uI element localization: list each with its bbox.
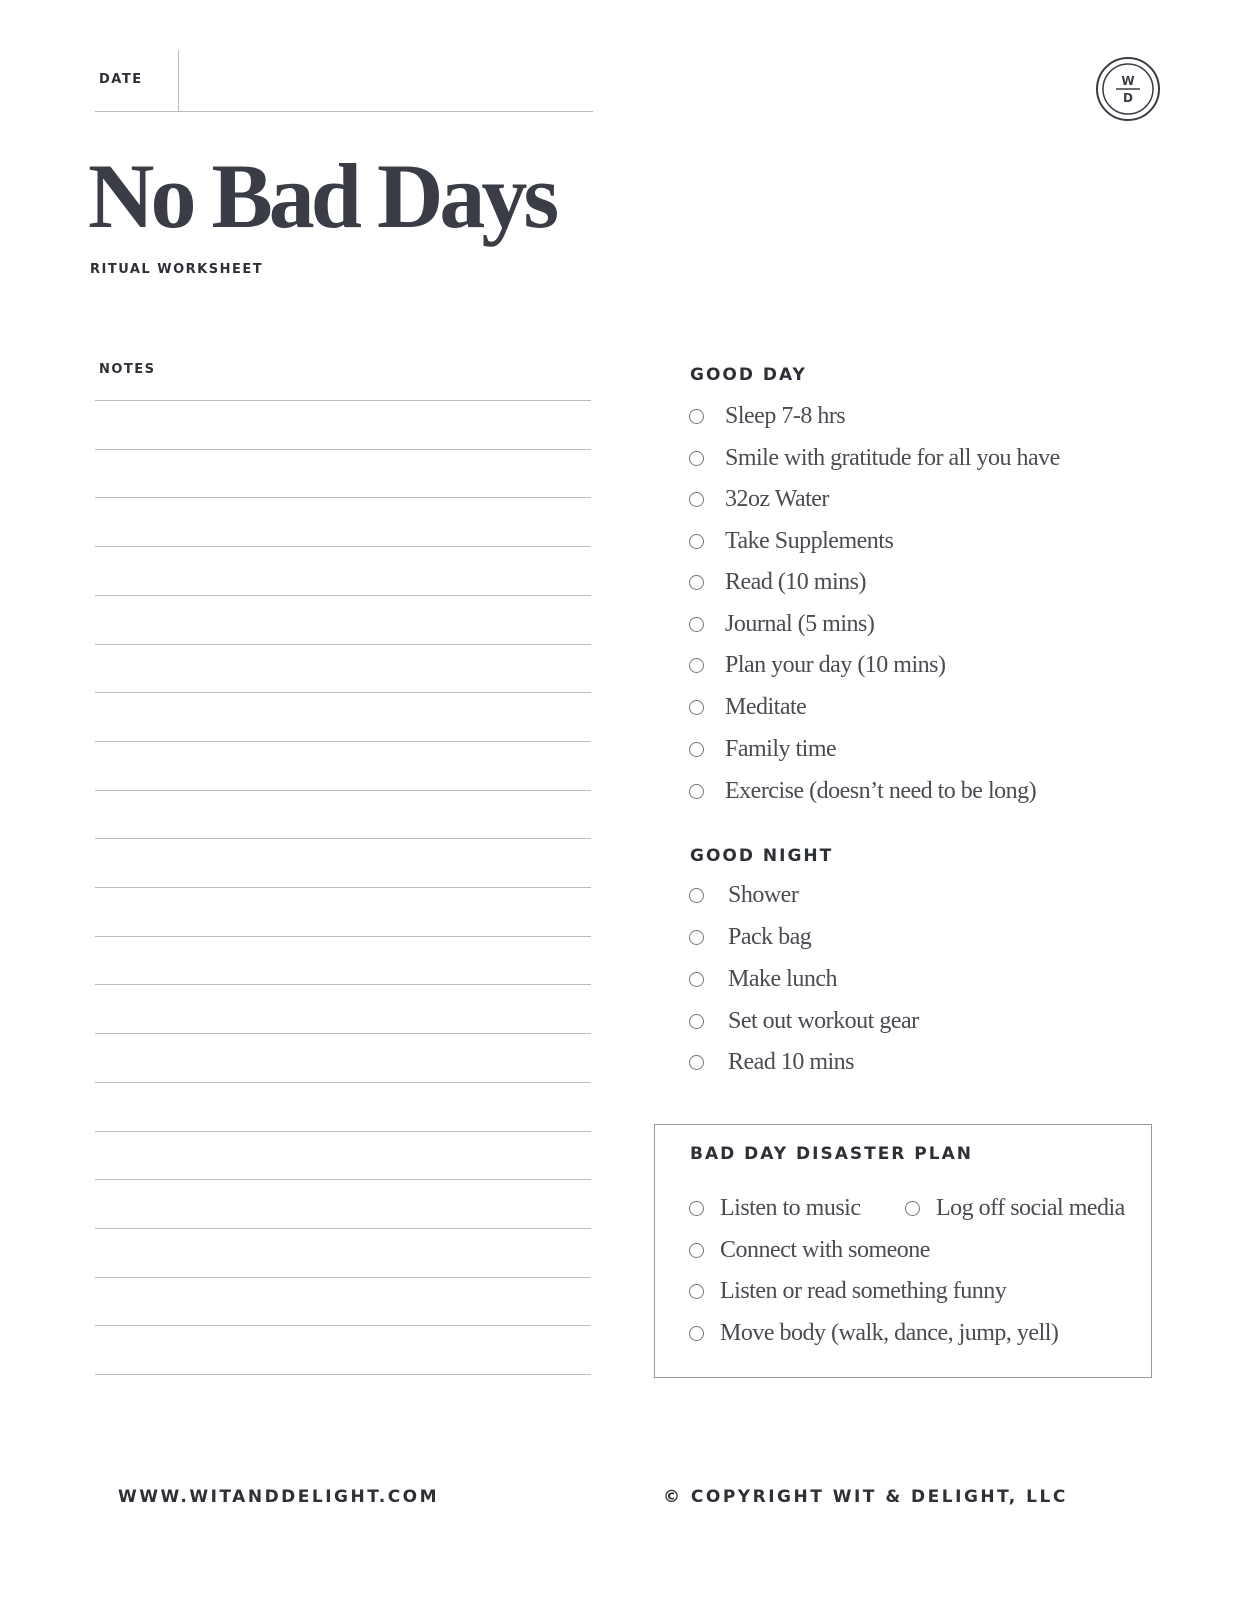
checklist-item[interactable] xyxy=(689,484,829,514)
checklist-item[interactable] xyxy=(689,650,945,680)
checklist-item[interactable] xyxy=(689,1235,930,1265)
checkbox-circle-icon[interactable] xyxy=(689,1243,704,1258)
notes-line[interactable] xyxy=(95,644,591,645)
checklist-item[interactable] xyxy=(689,1006,919,1036)
checkbox-circle-icon[interactable] xyxy=(689,930,704,945)
notes-line[interactable] xyxy=(95,741,591,742)
notes-line[interactable] xyxy=(95,1033,591,1034)
page-subtitle: RITUAL WORKSHEET xyxy=(90,262,264,277)
checklist-item[interactable] xyxy=(689,443,1060,473)
checklist-item-label: Sleep 7-8 hrs xyxy=(725,403,846,429)
checklist-item-label: Meditate xyxy=(725,694,807,720)
checklist-item-label: Family time xyxy=(725,736,837,762)
checkbox-circle-icon[interactable] xyxy=(689,888,704,903)
notes-line[interactable] xyxy=(95,984,591,985)
notes-line[interactable] xyxy=(95,692,591,693)
checklist-item[interactable] xyxy=(689,734,836,764)
notes-line[interactable] xyxy=(95,546,591,547)
checkbox-circle-icon[interactable] xyxy=(689,534,704,549)
notes-line[interactable] xyxy=(95,936,591,937)
checkbox-circle-icon[interactable] xyxy=(689,742,704,757)
date-field-line[interactable] xyxy=(95,111,593,112)
footer-website: WWW.WITANDDELIGHT.COM xyxy=(118,1487,440,1507)
footer-copyright: © COPYRIGHT WIT & DELIGHT, LLC xyxy=(663,1487,1068,1507)
logo-letter-bottom: D xyxy=(1123,91,1133,105)
checklist-item-label: Listen to music xyxy=(720,1195,861,1221)
checkbox-circle-icon[interactable] xyxy=(689,451,704,466)
checklist-item[interactable] xyxy=(689,401,845,431)
page-title: No Bad Days xyxy=(88,145,556,247)
checklist-item-label: Read (10 mins) xyxy=(725,569,866,595)
checkbox-circle-icon[interactable] xyxy=(689,1284,704,1299)
checklist-item[interactable] xyxy=(689,922,811,952)
notes-line[interactable] xyxy=(95,595,591,596)
checklist-item-label: Connect with someone xyxy=(720,1237,930,1263)
checklist-item-label: Shower xyxy=(728,882,799,908)
good-night-heading: GOOD NIGHT xyxy=(690,846,834,866)
checklist-item[interactable] xyxy=(689,1193,860,1223)
notes-line[interactable] xyxy=(95,1082,591,1083)
checklist-item[interactable] xyxy=(689,1318,1058,1348)
checklist-item-label: Exercise (doesn’t need to be long) xyxy=(725,778,1037,804)
checkbox-circle-icon[interactable] xyxy=(689,972,704,987)
checklist-item[interactable] xyxy=(689,776,1036,806)
checkbox-circle-icon[interactable] xyxy=(689,617,704,632)
checklist-item-label: Smile with gratitude for all you have xyxy=(725,445,1060,471)
notes-label: NOTES xyxy=(99,362,156,377)
checklist-item-label: Plan your day (10 mins) xyxy=(725,652,946,678)
checklist-item[interactable] xyxy=(689,1047,854,1077)
checklist-item[interactable] xyxy=(689,567,866,597)
checklist-item[interactable] xyxy=(689,1276,1006,1306)
good-day-heading: GOOD DAY xyxy=(690,365,807,385)
checklist-item-label: Move body (walk, dance, jump, yell) xyxy=(720,1320,1059,1346)
notes-line[interactable] xyxy=(95,449,591,450)
checklist-item[interactable] xyxy=(689,964,837,994)
checkbox-circle-icon[interactable] xyxy=(689,492,704,507)
notes-line[interactable] xyxy=(95,497,591,498)
checkbox-circle-icon[interactable] xyxy=(689,784,704,799)
checkbox-circle-icon[interactable] xyxy=(689,700,704,715)
notes-line[interactable] xyxy=(95,1131,591,1132)
notes-line[interactable] xyxy=(95,1325,591,1326)
checklist-item-label: Log off social media xyxy=(936,1195,1125,1221)
date-label: DATE xyxy=(99,72,143,87)
checkbox-circle-icon[interactable] xyxy=(689,658,704,673)
checkbox-circle-icon[interactable] xyxy=(689,575,704,590)
checkbox-circle-icon[interactable] xyxy=(689,1326,704,1341)
checklist-item-label: Take Supplements xyxy=(725,528,894,554)
checklist-item-label: Make lunch xyxy=(728,966,837,992)
notes-line[interactable] xyxy=(95,887,591,888)
checklist-item[interactable] xyxy=(689,526,893,556)
checklist-item-label: Set out workout gear xyxy=(728,1008,919,1034)
checklist-item-label: 32oz Water xyxy=(725,486,829,512)
notes-line[interactable] xyxy=(95,1277,591,1278)
wit-delight-logo xyxy=(1096,57,1160,121)
notes-line[interactable] xyxy=(95,790,591,791)
checklist-item[interactable] xyxy=(689,609,874,639)
notes-line[interactable] xyxy=(95,1179,591,1180)
checkbox-circle-icon[interactable] xyxy=(689,1201,704,1216)
checklist-item-label: Pack bag xyxy=(728,924,812,950)
checklist-item[interactable] xyxy=(689,692,806,722)
checklist-item-label: Listen or read something funny xyxy=(720,1278,1007,1304)
checkbox-circle-icon[interactable] xyxy=(689,1055,704,1070)
checklist-item-label: Read 10 mins xyxy=(728,1049,854,1075)
checkbox-circle-icon[interactable] xyxy=(689,409,704,424)
notes-line[interactable] xyxy=(95,838,591,839)
checklist-item-label: Journal (5 mins) xyxy=(725,611,875,637)
notes-line[interactable] xyxy=(95,1374,591,1375)
bad-day-heading: BAD DAY DISASTER PLAN xyxy=(690,1144,973,1164)
date-divider xyxy=(178,50,179,111)
checkbox-circle-icon[interactable] xyxy=(689,1014,704,1029)
notes-line[interactable] xyxy=(95,400,591,401)
checklist-item[interactable] xyxy=(689,880,798,910)
checklist-item[interactable] xyxy=(905,1193,1125,1223)
logo-letter-top: W xyxy=(1121,74,1135,88)
notes-line[interactable] xyxy=(95,1228,591,1229)
checkbox-circle-icon[interactable] xyxy=(905,1201,920,1216)
